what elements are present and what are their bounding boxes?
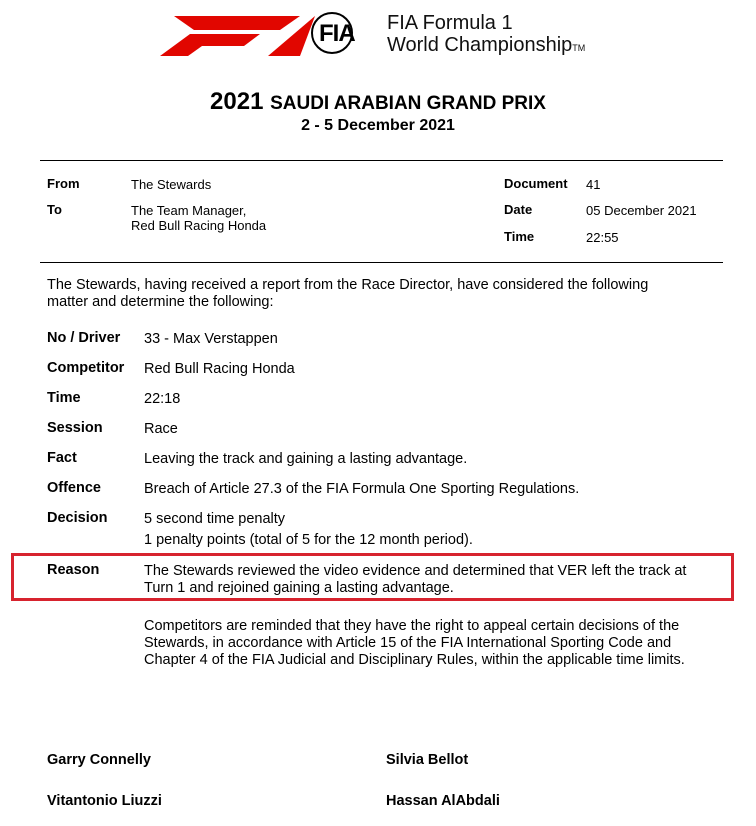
to-label: To [47,202,62,217]
appeal-line3: Chapter 4 of the FIA Judicial and Disciplinary Rules, within the applicable time limits. [144,652,685,668]
document-value: 41 [586,177,601,192]
decision-value-line2: 1 penalty points (total of 5 for the 12 month period). [144,532,473,548]
event-dates: 2 - 5 December 2021 [301,117,455,134]
appeal-line2: Stewards, in accordance with Article 15 of the FIA International Sporting Code and [144,635,672,651]
time-value: 22:55 [586,230,619,245]
decision-label: Decision [47,510,108,526]
appeal-paragraph [144,618,734,669]
document-header [0,0,756,70]
fia-badge [311,12,383,56]
f1-logo-icon [150,12,315,56]
intro-line2: matter and determine the following: [47,294,274,310]
event-year: 2021 [210,88,264,115]
championship-line2: World Championship [387,34,573,56]
competitor-value: Red Bull Racing Honda [144,361,295,377]
reason-label: Reason [47,562,100,578]
trademark: TM [572,43,586,53]
reason-value-line2: Turn 1 and rejoined gaining a lasting advantage. [144,580,454,596]
from-value: The Stewards [131,177,212,192]
steward-signature-1: Garry Connelly [47,752,151,768]
steward-signature-4: Hassan AlAbdali [386,793,500,809]
session-value: Race [144,421,178,437]
reason-value-line1: The Stewards reviewed the video evidence and determined that VER left the track at [144,563,687,579]
decision-value-line1: 5 second time penalty [144,511,286,527]
to-value-line1: The Team Manager, [131,203,247,218]
time-label: Time [504,229,535,244]
driver-value: 33 - Max Verstappen [144,331,278,347]
document-label: Document [504,176,568,191]
event-title [0,88,756,116]
intro-line1: The Stewards, having received a report from the Race Director, have considered the following [47,277,649,293]
date-value: 05 December 2021 [586,203,697,218]
championship-line1: FIA Formula 1 [387,12,513,34]
session-label: Session [47,420,103,436]
incident-time-value: 22:18 [144,391,181,407]
from-label: From [47,176,80,191]
fact-label: Fact [47,450,77,466]
reason-value [144,563,734,597]
fact-value: Leaving the track and gaining a lasting advantage. [144,451,468,467]
intro-paragraph [47,277,697,311]
offence-value: Breach of Article 27.3 of the FIA Formula One Sporting Regulations. [144,481,580,497]
steward-signature-2: Silvia Bellot [386,752,469,768]
offence-label: Offence [47,480,101,496]
top-divider [40,160,723,161]
competitor-label: Competitor [47,360,125,376]
steward-signature-3: Vitantonio Liuzzi [47,793,162,809]
bottom-divider [40,262,723,263]
driver-label: No / Driver [47,330,121,346]
decision-value [144,511,734,549]
appeal-line1: Competitors are reminded that they have the right to appeal certain decisions of the [144,618,680,634]
to-value [131,203,266,233]
event-name: SAUDI ARABIAN GRAND PRIX [270,93,546,114]
date-label: Date [504,202,533,217]
incident-time-label: Time [47,390,81,406]
fia-badge-text: FIA [319,20,355,47]
championship-name [387,12,585,59]
to-value-line2: Red Bull Racing Honda [131,218,267,233]
